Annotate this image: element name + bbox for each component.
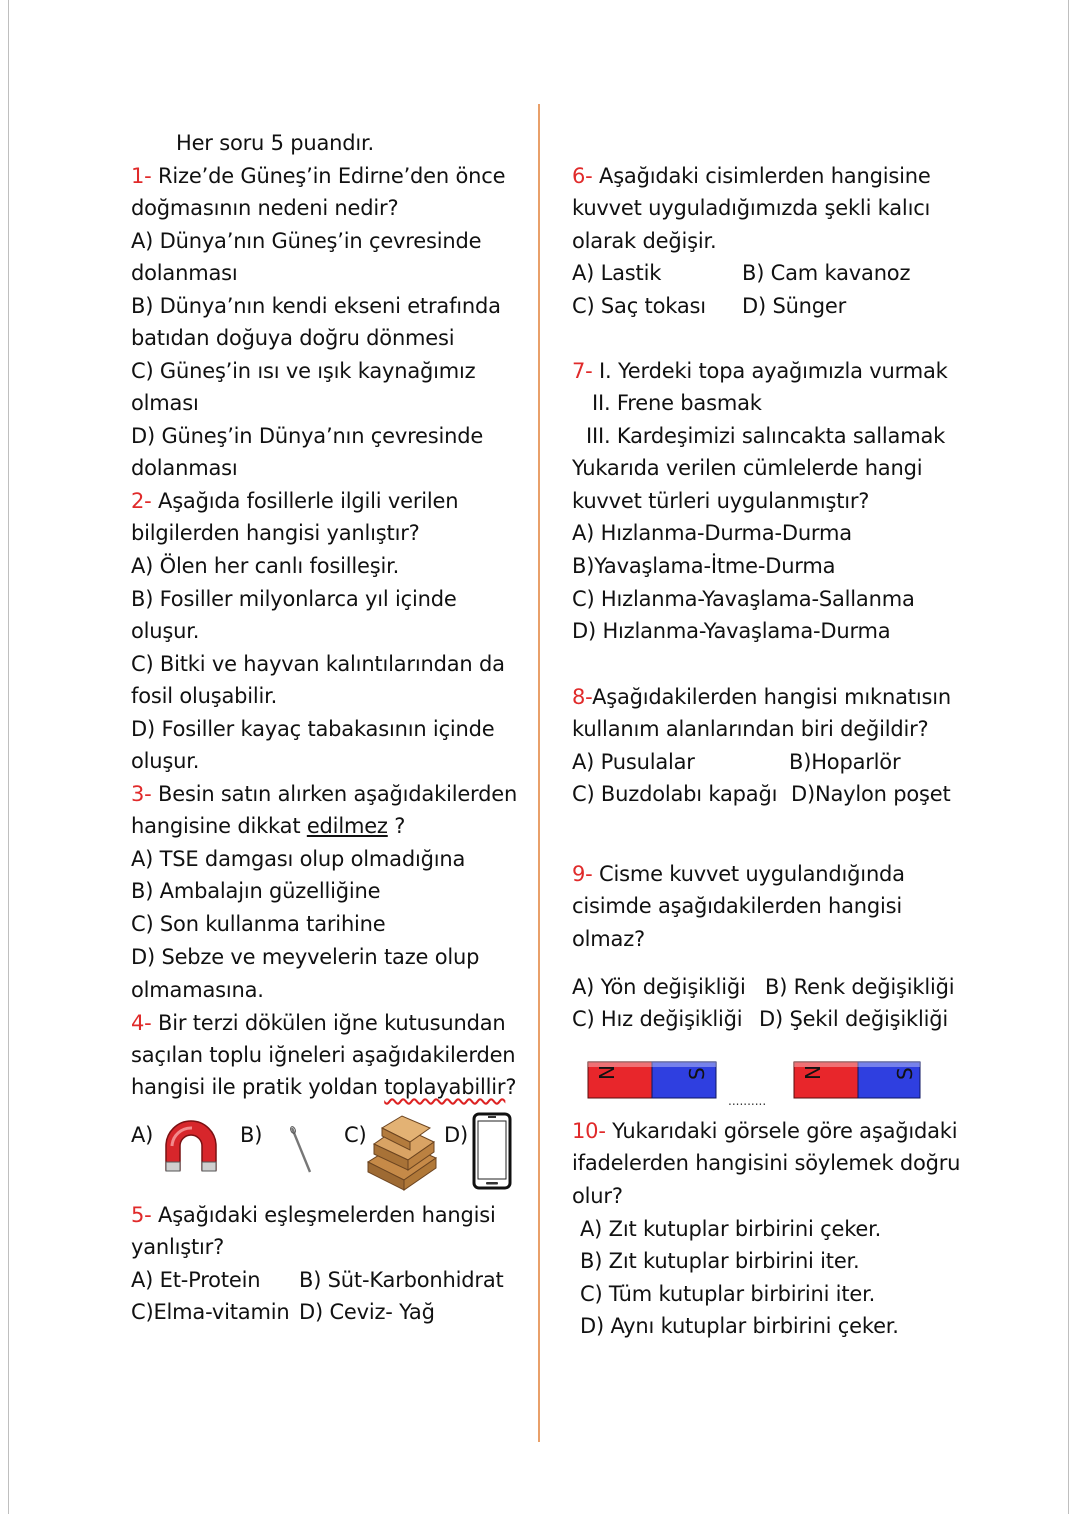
option-2d: D) Fosiller kayaç tabakasının içinde bbox=[131, 717, 495, 741]
option-10d: D) Aynı kutuplar birbirini çeker. bbox=[580, 1314, 899, 1338]
question-6-stem-2: kuvvet uyguladığımızda şekli kalıcı bbox=[572, 196, 931, 220]
north-pole-label: N bbox=[801, 1065, 825, 1080]
option-5a: A) Et-Protein bbox=[131, 1268, 261, 1292]
option-2c: C) Bitki ve hayvan kalıntılarından da bbox=[131, 652, 505, 676]
question-number: 2- bbox=[131, 489, 152, 513]
option-1b: B) Dünya’nın kendi ekseni etrafında bbox=[131, 294, 501, 318]
question-number: 8- bbox=[572, 685, 593, 709]
north-pole-label: N bbox=[595, 1065, 619, 1080]
question-8-stem: 8-Aşağıdakilerden hangisi mıknatısın bbox=[572, 685, 951, 709]
option-6d: D) Sünger bbox=[742, 294, 847, 318]
misspelled-word: toplayabillir bbox=[384, 1075, 506, 1099]
question-10-stem: 10- Yukarıdaki görsele göre aşağıdaki bbox=[572, 1119, 958, 1143]
option-2a: A) Ölen her canlı fosilleşir. bbox=[131, 554, 400, 578]
option-10b: B) Zıt kutuplar birbirini iter. bbox=[580, 1249, 860, 1273]
option-2b-cont: oluşur. bbox=[131, 619, 200, 643]
question-2-stem: 2- Aşağıda fosillerle ilgili verilen bbox=[131, 489, 459, 513]
question-7-item-1: 7- I. Yerdeki topa ayağımızla vurmak bbox=[572, 359, 948, 383]
question-number: 9- bbox=[572, 862, 593, 886]
question-number: 10- bbox=[572, 1119, 606, 1143]
question-7-item-2: II. Frene basmak bbox=[592, 391, 762, 415]
question-number: 4- bbox=[131, 1011, 152, 1035]
option-9b: B) Renk değişikliği bbox=[765, 975, 955, 999]
question-3-stem-2: hangisine dikkat edilmez ? bbox=[131, 814, 406, 838]
option-9c: C) Hız değişikliği bbox=[572, 1007, 743, 1031]
option-4a-label: A) bbox=[131, 1123, 154, 1147]
question-number: 7- bbox=[572, 359, 593, 383]
option-3b: B) Ambalajın güzelliğine bbox=[131, 879, 381, 903]
option-7b: B)Yavaşlama-İtme-Durma bbox=[572, 554, 836, 578]
option-3d-cont: olmamasına. bbox=[131, 978, 264, 1002]
smartphone-icon bbox=[472, 1112, 512, 1190]
question-1-stem: 1- Rize’de Güneş’in Edirne’den önce bbox=[131, 164, 506, 188]
wooden-planks-icon bbox=[364, 1114, 440, 1194]
south-pole-label: S bbox=[685, 1067, 709, 1080]
page-edge-left bbox=[8, 0, 9, 1514]
option-4d-label: D) bbox=[444, 1123, 468, 1147]
option-4c-label: C) bbox=[344, 1123, 367, 1147]
option-5d: D) Ceviz- Yağ bbox=[299, 1300, 435, 1324]
question-4-stem: 4- Bir terzi dökülen iğne kutusundan bbox=[131, 1011, 506, 1035]
option-6b: B) Cam kavanoz bbox=[742, 261, 911, 285]
column-divider bbox=[538, 104, 540, 1442]
question-number: 6- bbox=[572, 164, 593, 188]
question-10-stem-3: olur? bbox=[572, 1184, 623, 1208]
option-2c-cont: fosil oluşabilir. bbox=[131, 684, 278, 708]
option-1c: C) Güneş’in ısı ve ışık kaynağımız bbox=[131, 359, 476, 383]
horseshoe-magnet-icon bbox=[156, 1112, 226, 1176]
option-9a: A) Yön değişikliği bbox=[572, 975, 746, 999]
question-4-stem-3: hangisi ile pratik yoldan toplayabillir? bbox=[131, 1075, 517, 1099]
option-7d: D) Hızlanma-Yavaşlama-Durma bbox=[572, 619, 891, 643]
question-number: 5- bbox=[131, 1203, 152, 1227]
sewing-needle-icon bbox=[286, 1124, 316, 1176]
option-6a: A) Lastik bbox=[572, 261, 662, 285]
option-1a: A) Dünya’nın Güneş’in çevresinde bbox=[131, 229, 482, 253]
question-3-stem: 3- Besin satın alırken aşağıdakilerden bbox=[131, 782, 518, 806]
question-2-stem-2: bilgilerden hangisi yanlıştır? bbox=[131, 521, 420, 545]
option-8c: C) Buzdolabı kapağı bbox=[572, 782, 778, 806]
question-10-stem-2: ifadelerden hangisini söylemek doğru bbox=[572, 1151, 961, 1175]
option-1d-cont: dolanması bbox=[131, 456, 238, 480]
option-8a: A) Pusulalar bbox=[572, 750, 695, 774]
option-9d: D) Şekil değişikliği bbox=[759, 1007, 948, 1031]
option-1b-cont: batıdan doğuya doğru dönmesi bbox=[131, 326, 455, 350]
question-6-stem-3: olarak değişir. bbox=[572, 229, 717, 253]
question-4-stem-2: saçılan toplu iğneleri aşağıdakilerden bbox=[131, 1043, 516, 1067]
question-8-stem-2: kullanım alanlarından biri değildir? bbox=[572, 717, 929, 741]
option-8d: D)Naylon poşet bbox=[791, 782, 951, 806]
page-edge-right bbox=[1068, 0, 1069, 1514]
option-2b: B) Fosiller milyonlarca yıl içinde bbox=[131, 587, 457, 611]
option-3a: A) TSE damgası olup olmadığına bbox=[131, 847, 466, 871]
question-7-item-3: III. Kardeşimizi salıncakta sallamak bbox=[586, 424, 946, 448]
option-7a: A) Hızlanma-Durma-Durma bbox=[572, 521, 852, 545]
option-5c: C)Elma-vitamin bbox=[131, 1300, 290, 1324]
option-8b: B)Hoparlör bbox=[789, 750, 901, 774]
emphasized-word: edilmez bbox=[306, 814, 388, 838]
question-7-stem: Yukarıda verilen cümlelerde hangi bbox=[572, 456, 923, 480]
option-3c: C) Son kullanma tarihine bbox=[131, 912, 386, 936]
option-3d: D) Sebze ve meyvelerin taze olup bbox=[131, 945, 480, 969]
question-5-stem-2: yanlıştır? bbox=[131, 1235, 225, 1259]
points-note: Her soru 5 puandır. bbox=[176, 131, 375, 155]
bar-magnet-left bbox=[588, 1062, 716, 1098]
question-9-stem: 9- Cisme kuvvet uygulandığında bbox=[572, 862, 905, 886]
south-pole-label: S bbox=[893, 1067, 917, 1080]
question-number: 3- bbox=[131, 782, 152, 806]
option-4b-label: B) bbox=[240, 1123, 263, 1147]
bar-magnet-right bbox=[794, 1062, 920, 1098]
question-5-stem: 5- Aşağıdaki eşleşmelerden hangisi bbox=[131, 1203, 496, 1227]
option-6c: C) Saç tokası bbox=[572, 294, 706, 318]
bar-magnets-figure bbox=[586, 1058, 926, 1108]
question-number: 1- bbox=[131, 164, 152, 188]
option-10a: A) Zıt kutuplar birbirini çeker. bbox=[580, 1217, 882, 1241]
option-1c-cont: olması bbox=[131, 391, 199, 415]
option-1d: D) Güneş’in Dünya’nın çevresinde bbox=[131, 424, 484, 448]
option-5b: B) Süt-Karbonhidrat bbox=[299, 1268, 504, 1292]
question-7-stem-2: kuvvet türleri uygulanmıştır? bbox=[572, 489, 870, 513]
question-9-stem-2: cisimde aşağıdakilerden hangisi bbox=[572, 894, 903, 918]
option-1a-cont: dolanması bbox=[131, 261, 238, 285]
option-2d-cont: oluşur. bbox=[131, 749, 200, 773]
question-1-stem-2: doğmasının nedeni nedir? bbox=[131, 196, 399, 220]
question-9-stem-3: olmaz? bbox=[572, 927, 645, 951]
question-6-stem: 6- Aşağıdaki cisimlerden hangisine bbox=[572, 164, 931, 188]
option-7c: C) Hızlanma-Yavaşlama-Sallanma bbox=[572, 587, 915, 611]
option-10c: C) Tüm kutuplar birbirini iter. bbox=[580, 1282, 876, 1306]
magnet-gap-dots: .......... bbox=[728, 1094, 767, 1108]
